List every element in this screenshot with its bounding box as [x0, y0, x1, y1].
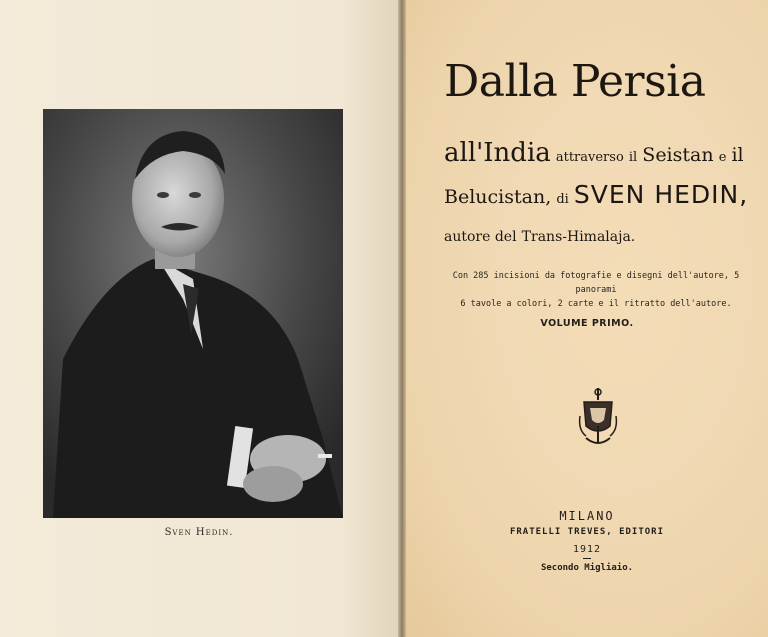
book-gutter — [398, 0, 406, 637]
subtitle-attraverso: attraverso — [555, 150, 624, 165]
details-line-2: 6 tavole a colori, 2 carte e il ritratto dell'autore. — [460, 299, 732, 309]
volume-label: VOLUME PRIMO. — [540, 318, 634, 329]
subtitle-india: all'India — [444, 138, 551, 168]
author-portrait — [43, 109, 343, 518]
portrait-photo-icon — [43, 109, 343, 518]
subtitle-line-1 — [444, 138, 744, 168]
subtitle-il-1: il — [628, 150, 638, 165]
edition-note: Secondo Migliaio. — [540, 563, 634, 573]
illustration-details — [436, 269, 756, 311]
publisher-city: MILANO — [559, 509, 615, 523]
book-title: Dalla Persia — [444, 56, 706, 107]
subtitle-e: e — [718, 150, 727, 165]
author-name: SVEN HEDIN, — [573, 180, 749, 209]
portrait-caption: Sven Hedin. — [164, 527, 234, 538]
subtitle-il-2: il — [731, 144, 744, 166]
subtitle-line-2 — [444, 180, 748, 209]
subtitle-autore-del: autore del — [444, 229, 517, 245]
year-rule — [583, 558, 591, 559]
subtitle-di: di — [556, 192, 569, 207]
title-page — [406, 0, 768, 637]
publisher-house: FRATELLI TREVES, EDITORI — [509, 527, 665, 537]
subtitle-belucistan: Belucistan, — [444, 186, 552, 208]
details-line-1: Con 285 incisioni da fotografie e disegni dell'autore, 5 panorami — [452, 271, 740, 295]
subtitle-line-3 — [444, 226, 635, 245]
publisher-anchor-emblem-icon — [576, 386, 620, 450]
publication-year: 1912 — [572, 544, 602, 555]
subtitle-trans-himalaja: Trans-Himalaja. — [521, 229, 636, 245]
subtitle-seistan: Seistan — [642, 144, 714, 166]
